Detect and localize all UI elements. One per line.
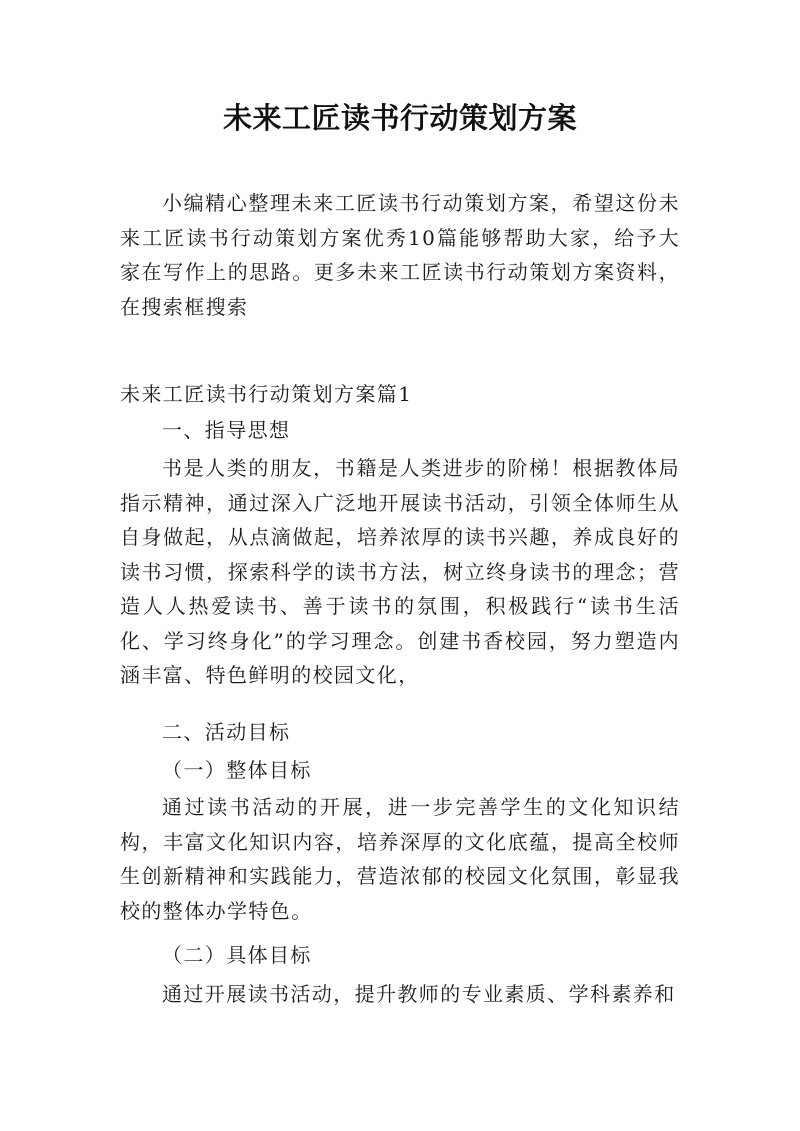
section-body-guiding-ideology: 书是人类的朋友，书籍是人类进步的阶梯！根据教体局指示精神，通过深入广泛地开展读书活动，引领全体师生从自身做起，从点滴做起，培养浓厚的读书兴趣，养成良好的读书习惯，探索科学的读书方法，树立终身读书的理念；营造人人热爱读书、善于读书的氛围，积极践行“读书生活化、学习终身化”的学习理念。创建书香校园，努力塑造内涵丰富、特色鲜明的校园文化， xyxy=(120,456,680,687)
subsection-body-specific-goal: 通过开展读书活动，提升教师的专业素质、学科素养和 xyxy=(162,982,676,1006)
subsection-heading-specific-goal: （二）具体目标 xyxy=(162,943,312,967)
subsection-body-overall-goal: 通过读书活动的开展，进一步完善学生的文化知识结构，丰富文化知识内容，培养深厚的文化底蕴，提高全校师生创新精神和实践能力，营造浓郁的校园文化氛围，彰显我校的整体办学特色。 xyxy=(120,795,680,923)
article-heading: 未来工匠读书行动策划方案篇1 xyxy=(120,382,413,406)
section-heading-activity-goals: 二、活动目标 xyxy=(162,720,291,744)
document-title: 未来工匠读书行动策划方案 xyxy=(222,101,577,135)
subsection-heading-overall-goal: （一）整体目标 xyxy=(162,758,312,782)
intro-paragraph: 小编精心整理未来工匠读书行动策划方案，希望这份未来工匠读书行动策划方案优秀10篇能够帮助大家，给予大家在写作上的思路。更多未来工匠读书行动策划方案资料，在搜索框搜索 xyxy=(120,191,680,319)
section-heading-guiding-ideology: 一、指导思想 xyxy=(162,418,291,442)
